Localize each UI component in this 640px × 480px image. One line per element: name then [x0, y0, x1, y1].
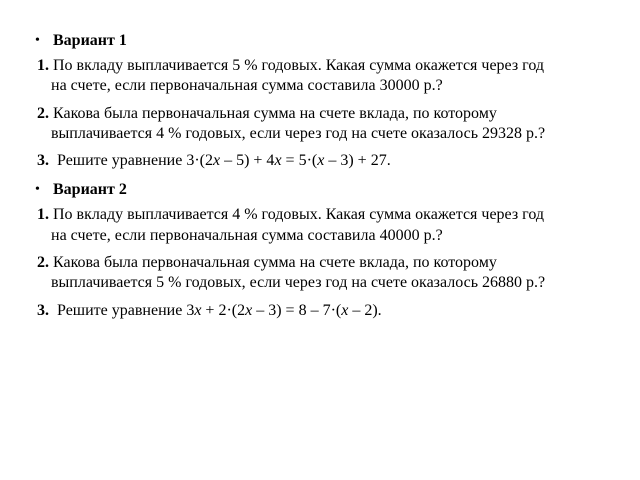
variant2-problem2-line1: [37, 253, 497, 272]
problem-prefix: Решите уравнение: [57, 302, 183, 319]
variant1-problem2-line1: [37, 104, 497, 123]
variant1-problem3: [37, 151, 391, 170]
problem-number: 3.: [37, 152, 49, 169]
variant2-problem2-line2: выплачивается 5 % годовых, если через год на счете оказалось 26880 р.?: [51, 274, 546, 291]
equation: 3x + 2·(2x – 3) = 8 – 7·(x – 2).: [186, 302, 382, 319]
variant2-problem1-line1: [37, 205, 544, 224]
variant1-bullet: •: [35, 33, 40, 48]
equation: 3·(2x – 5) + 4x = 5·(x – 3) + 27.: [186, 152, 391, 169]
problem-number: 3.: [37, 302, 49, 319]
variant2-heading: Вариант 2: [53, 181, 127, 198]
problem-text: По вкладу выплачивается 5 % годовых. Какая сумма окажется через год: [53, 57, 545, 74]
problem-text: По вкладу выплачивается 4 % годовых. Какая сумма окажется через год: [53, 206, 545, 223]
problem-prefix: Решите уравнение: [57, 152, 183, 169]
problem-text: Какова была первоначальная сумма на счете вклада, по которому: [53, 105, 497, 122]
variant1-problem2-line2: выплачивается 4 % годовых, если через год на счете оказалось 29328 р.?: [51, 125, 546, 142]
variant2-problem1-line2: на счете, если первоначальная сумма составила 40000 р.?: [51, 227, 443, 244]
problem-number: 1.: [37, 206, 49, 223]
problem-number: 2.: [37, 105, 49, 122]
variant1-problem1-line2: на счете, если первоначальная сумма составила 30000 р.?: [51, 77, 443, 94]
variant1-problem1-line1: [37, 56, 544, 75]
problem-number: 1.: [37, 57, 49, 74]
variant2-problem3: [37, 301, 382, 320]
problem-number: 2.: [37, 254, 49, 271]
problem-text: Какова была первоначальная сумма на счете вклада, по которому: [53, 254, 497, 271]
variant2-bullet: •: [35, 182, 40, 197]
variant1-heading: Вариант 1: [53, 32, 127, 49]
